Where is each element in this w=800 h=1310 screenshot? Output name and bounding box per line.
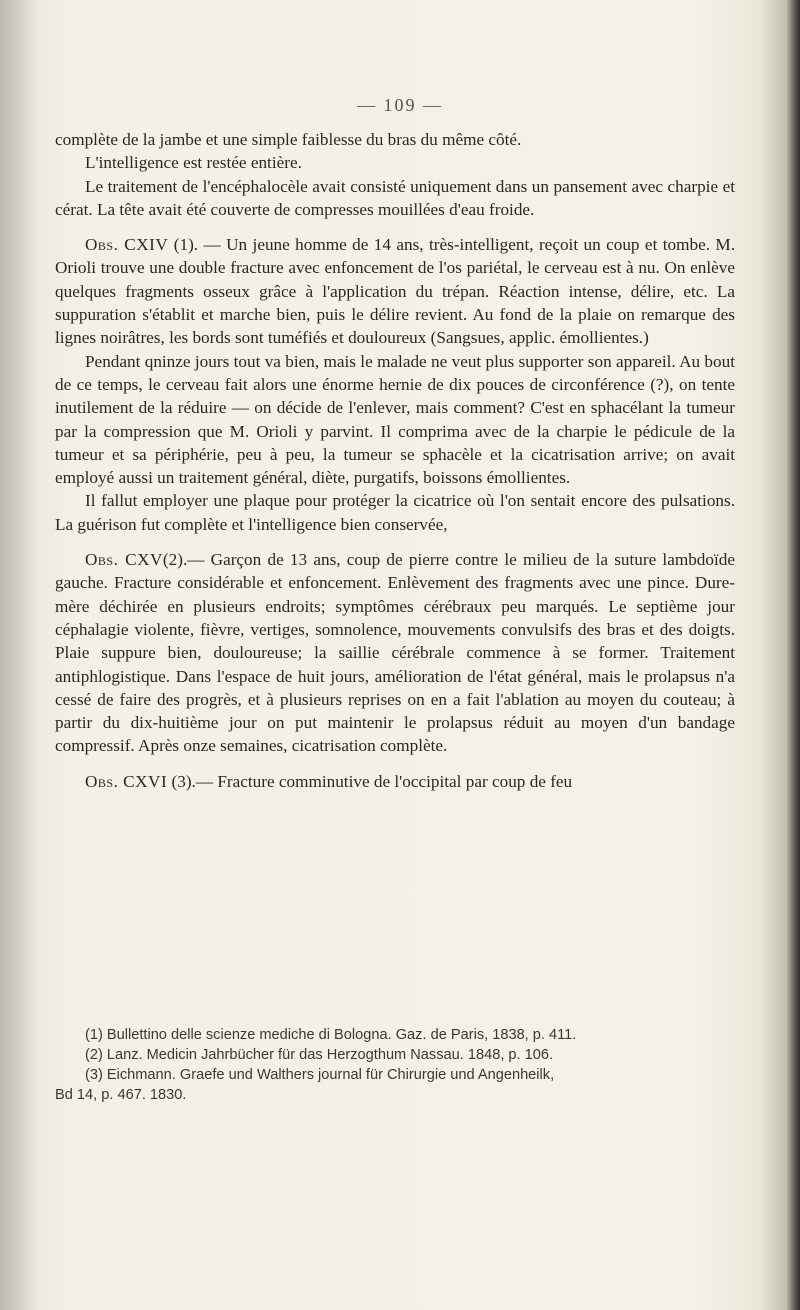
footnote-ref: (2).	[162, 550, 188, 570]
observation-label: Obs. CXV	[85, 550, 163, 570]
observation-114	[55, 233, 735, 349]
page-edge-shadow	[786, 0, 800, 1310]
observation-text: — Fracture comminutive de l'occipital par coup de feu	[195, 771, 573, 791]
footnote-ref: (1).	[173, 235, 199, 255]
paragraph: Le traitement de l'encéphalocèle avait consisté uniquement dans un pansement avec charpie et cérat. La tête avait été couverte de compresses mouillées d'eau froide.	[55, 176, 735, 219]
page-gutter-shadow	[0, 0, 40, 1310]
observation-label: Obs. CXIV	[85, 235, 169, 255]
observation-label: Obs. CXVI	[85, 771, 168, 791]
footnote: (2) Lanz. Medicin Jahrbücher für das Herzogthum Nassau. 1848, p. 106.	[85, 1047, 554, 1063]
observation-115	[55, 548, 735, 758]
section-gap	[55, 221, 735, 233]
footnote-ref: (3).	[171, 771, 196, 791]
section-gap	[55, 536, 735, 548]
footnote: (3) Eichmann. Graefe und Walthers journal für Chirurgie und Angenheilk,	[85, 1067, 555, 1083]
footnote-continuation: Bd 14, p. 467. 1830.	[55, 1087, 187, 1103]
footnote: (1) Bullettino delle scienze mediche di Bologna. Gaz. de Paris, 1838, p. 411.	[85, 1027, 577, 1043]
observation-text: — Garçon de 13 ans, coup de pierre contre le milieu de la suture lambdoïde gauche. Fracture considérable et enfoncement. Enlèvement des fragments avec une pince. Dure-mère déchirée en plusieurs endroits; symptômes cérébraux peu marqués. Le septième jour céphalagie violente, fièvre, vertiges, somnolence, mouvements convulsifs des bras et des doigts. Plaie suppure bien, douloureuse; la saillie cérébrale commence à se former. Traitement antiphlogistique. Dans l'espace de huit jours, amélioration de l'état général, mais le prolapsus n'a cessé de faire des progrès, et à plusieurs reprises on en a fait l'ablation au moyen du couteau; à partir du dix-huitième jour on put maintenir le prolapsus réduit au moyen d'un bandage compressif. Après onze semaines, cicatrisation complète.	[55, 550, 735, 756]
observation-116	[55, 770, 735, 793]
section-gap	[55, 758, 735, 770]
paragraph-continuation: complète de la jambe et une simple faiblesse du bras du même côté.	[55, 130, 522, 149]
footnotes	[55, 1025, 735, 1105]
paragraph: Pendant qninze jours tout va bien, mais le malade ne veut plus supporter son appareil. Au bout de ce temps, le cerveau fait alors une énorme hernie de dix pouces de circonférence (?), on tente inutilement de la réduire — on décide de l'enlever, mais comment? C'est en sphacélant la tumeur par la compression que M. Orioli y parvint. Il comprima avec de la charpie le pédicule de la tumeur et sa périphérie, peu à peu, la tumeur se sphacèle et la cicatrisation arrive; on avait employé aussi un traitement général, diète, purgatifs, boissons émollientes.	[55, 351, 735, 488]
body-text	[55, 128, 735, 793]
paragraph: L'intelligence est restée entière.	[85, 153, 302, 173]
observation-text: — Un jeune homme de 14 ans, très-intelligent, reçoit un coup et tombe. M. Orioli trouve une double fracture avec enfoncement de l'os pariétal, le cerveau est à nu. On enlève quelques fragments osseux grâce à l'application du trépan. Réaction intense, délire, etc. La suppuration s'établit et marche bien, puis le délire revient. Au fond de la plaie on remarque des lignes noirâtres, les bords sont tuméfiés et douloureux (Sangsues, applic. émollientes.)	[55, 235, 736, 348]
paragraph: Il fallut employer une plaque pour protéger la cicatrice où l'on sentait encore des pulsations. La guérison fut complète et l'intelligence bien conservée,	[55, 491, 735, 534]
page-number: — 109 —	[357, 95, 443, 115]
